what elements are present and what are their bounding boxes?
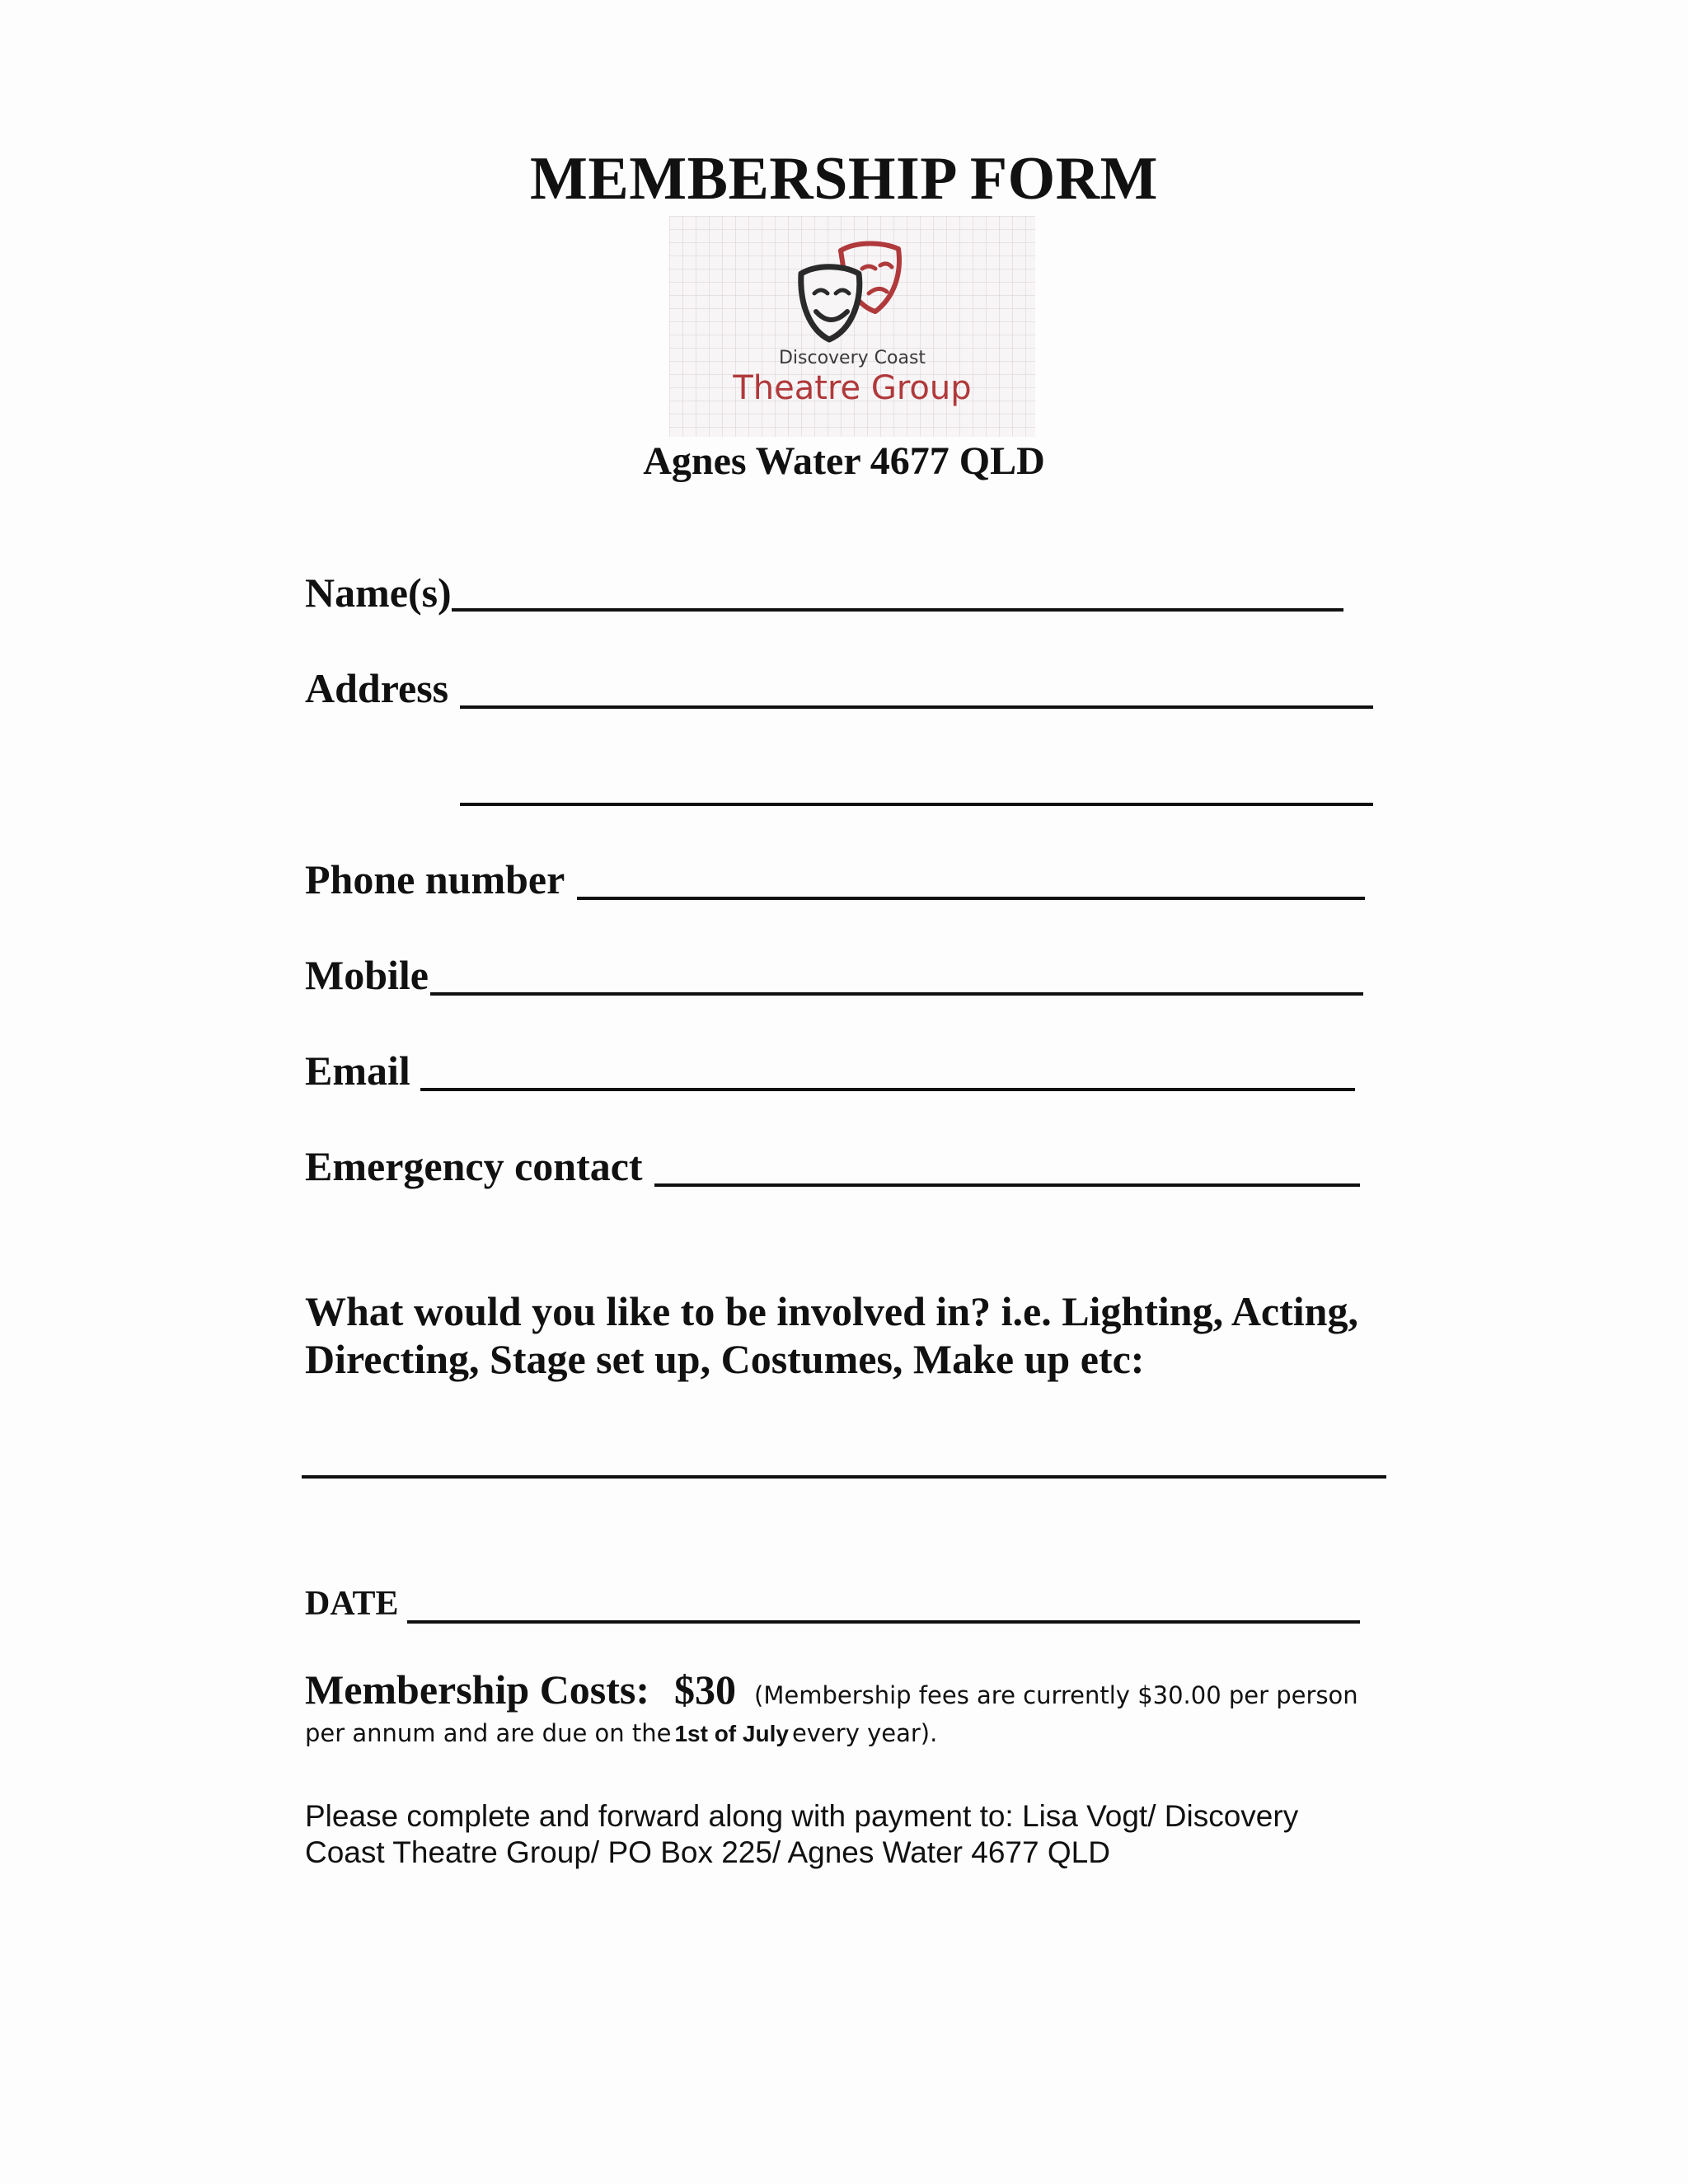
involvement-answer-line[interactable] [302,1475,1386,1479]
email-label: Email [305,1047,410,1094]
membership-note: (Membership fees are currently $30.00 per person [754,1681,1358,1709]
due-date: 1st of July [674,1721,789,1746]
page-title: MEMBERSHIP FORM [530,145,1158,213]
phone-label: Phone number [305,856,565,902]
membership-costs-label: Membership Costs: [305,1666,650,1713]
emergency-contact-line[interactable] [654,1183,1360,1187]
theatre-masks-icon [793,232,912,348]
membership-costs [305,1666,1409,1755]
membership-note-3: every year). [791,1719,938,1747]
email-line[interactable] [420,1088,1355,1091]
address-label: Address [305,665,449,711]
logo-line-1: Discovery Coast [778,348,926,368]
name-label: Name(s) [305,569,452,616]
membership-note-2: per annum and are due on the [305,1719,672,1747]
phone-line[interactable] [577,897,1365,900]
logo-line-2: Theatre Group [733,369,972,407]
mobile-line[interactable] [430,992,1363,996]
theatre-group-logo [669,216,1035,437]
address-line-2[interactable] [460,803,1373,806]
mobile-label: Mobile [305,952,429,998]
location-heading: Agnes Water 4677 QLD [643,439,1045,483]
name-line[interactable] [452,608,1343,612]
date-label: DATE [305,1585,399,1623]
emergency-contact-label: Emergency contact [305,1143,643,1189]
address-line-1[interactable] [460,705,1373,709]
involvement-question: What would you like to be involved in? i.e. Lighting, Acting, Directing, Stage set up, Costumes, Make up etc: [305,1288,1358,1382]
payment-instructions: Please complete and forward along with payment to: Lisa Vogt/ Discovery Coast Theatre Group/ PO Box 225/ Agnes Water 4677 QLD [305,1799,1299,1869]
date-line[interactable] [407,1620,1360,1624]
membership-amount: $30 [674,1666,737,1713]
